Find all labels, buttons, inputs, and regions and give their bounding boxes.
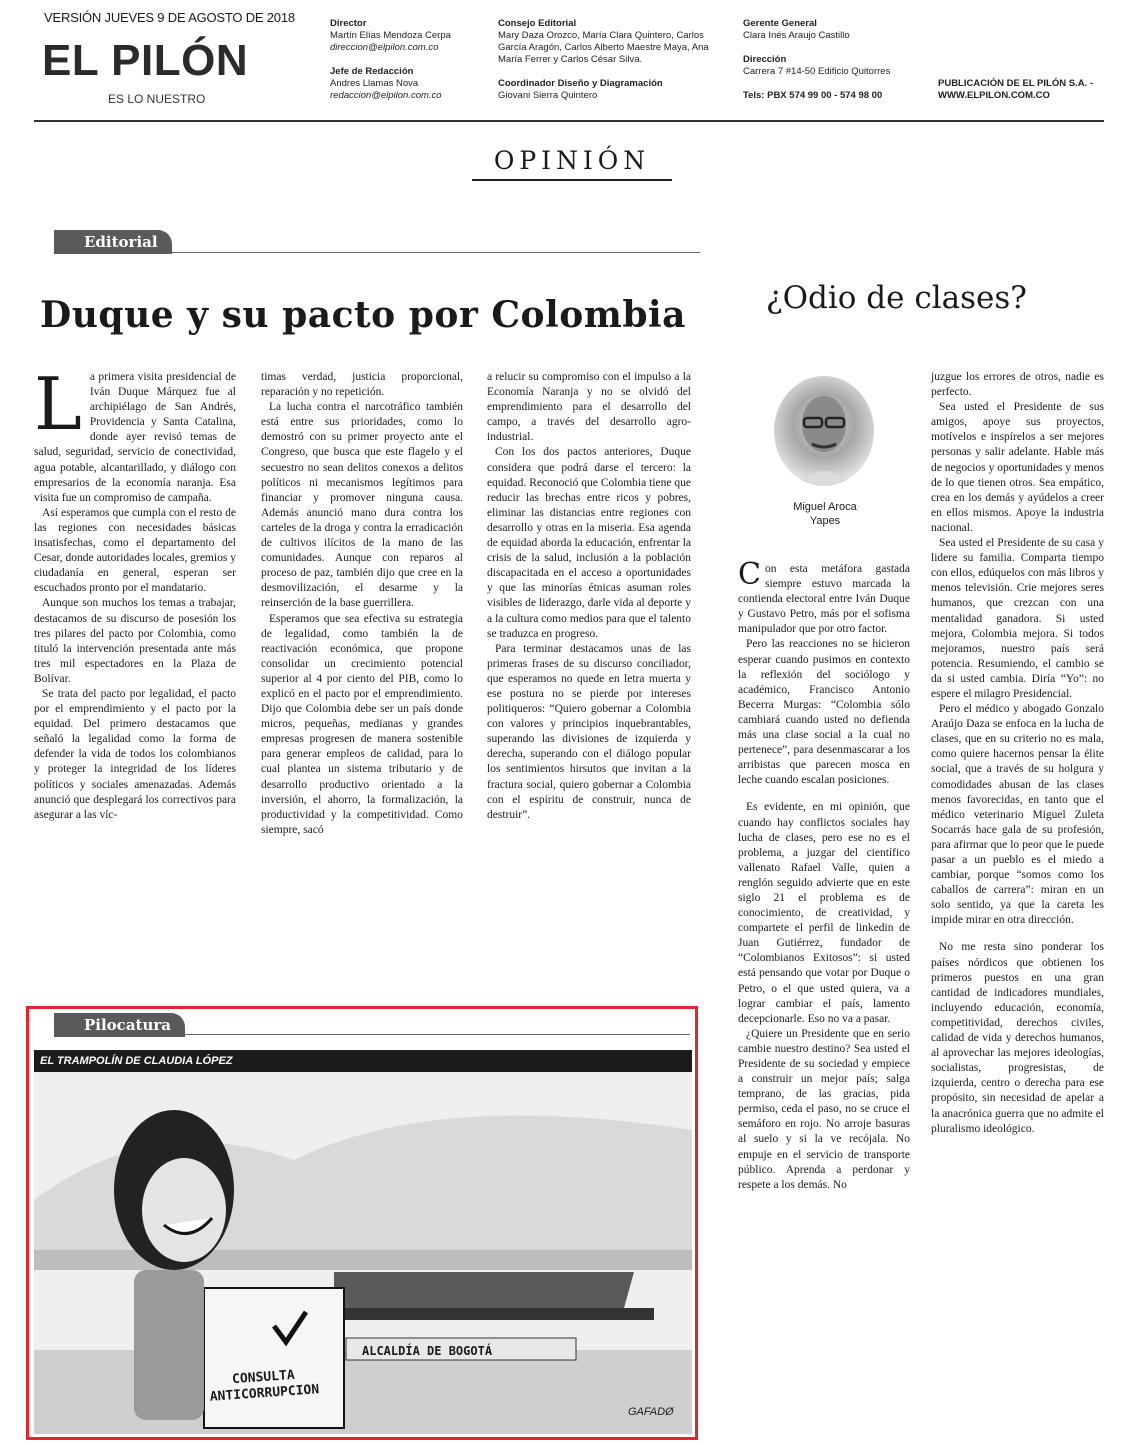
masthead-coordinador <box>498 78 713 102</box>
paragraph: Sea usted el Presidente de su casa y lidere su familia. Comparta tiempo con ellos, edúquelos con más libros y menos televisión. Crie mejores seres humanos, que crezcan con una mentalidad ganadora. Si usted mejora, Colombia mejora. Si todos mejoramos, nuestro país será potencia. Resumiendo, el cambio se da si usted cambia. Diría “Yo”: no espere el milagro Presidencial. <box>931 537 1104 700</box>
jefe-name: Andres Llamas Nova <box>330 78 419 89</box>
author-name <box>760 500 890 528</box>
masthead-gerente <box>743 18 923 42</box>
masthead-direccion <box>743 54 933 78</box>
paragraph: Para terminar destacamos unas de las primeras frases de su discurso conciliador, que esperamos no quede en letra muerta y ese postura no se pierde por intereses politiqueros: “Quiero gobernar a Colombia con valores y principios inquebrantables, superando las divisiones de izquierda y derecha, superando con el diálogo popular los sentimientos hirsutos que invitan a la fractura social, quiero gobernar a Colombia con el espíritu de construir, nunca de destruir”. <box>487 642 691 821</box>
column-text-2 <box>931 370 1104 1137</box>
newspaper-logo[interactable]: EL PILÓN <box>42 36 249 85</box>
consejo-label: Consejo Editorial <box>498 18 577 29</box>
paragraph: Pero las reacciones no se hicieron esperar cuando pusimos en contexto la reflexión del sociólogo y académico, Francisco Antonio Becerra Murgas: “Colombia sólo cambiará cuando usted no defienda más una clase social a la cual no pertenece”, para desenmascarar a los arribistas que parecen mosca en leche cuando escalan posiciones. <box>738 638 910 787</box>
director-email[interactable]: direccion@elpilon.com.co <box>330 42 439 53</box>
cartoon-title: EL TRAMPOLÍN DE CLAUDIA LÓPEZ <box>40 1055 233 1067</box>
column-headline: ¿Odio de clases? <box>766 280 1027 316</box>
paragraph: Se trata del pacto por legalidad, el pacto por el emprendimiento y el pacto por la equidad. Del primero destacamos que señaló la legalidad como la forma de defender la vida de todos los colombianos y proteger la integridad de los líderes políticos y sociales amenazadas. Además anunció que desplegará los correctivos para asegurar a las víc- <box>34 687 236 821</box>
jefe-email[interactable]: redaccion@elpilon.com.co <box>330 90 442 101</box>
direccion-value: Carrera 7 #14-50 Edificio Quitorres <box>743 66 891 77</box>
column-text-1 <box>738 557 910 1193</box>
consejo-names: Mary Daza Orozco, María Clara Quintero, Carlos García Aragón, Carlos Alberto Maestre Maya, Ana María Ferrer y Carlos César Silva. <box>498 30 709 65</box>
masthead-director <box>330 18 480 54</box>
jefe-label: Jefe de Redacción <box>330 66 414 77</box>
cartoon-plank-label: ALCALDÍA DE BOGOTÁ <box>362 1344 493 1358</box>
paragraph: a primera visita presidencial de Iván Duque Márquez fue al archipiélago de San Andrés, Providencia y Santa Catalina, donde ayer revisó temas de salud, seguridad, servicio de conectividad, agua potable, alcantarillado, y diálogo con empresarios de la economía naranja. Esa visita fue un compromiso de campaña. <box>34 371 236 504</box>
paragraph: Es evidente, en mi opinión, que cuando hay conflictos sociales hay lucha de clases, pero ese no es el problema, a juzgar del científico vallenato Rafael Valle, quien a renglón seguido advierte que en este siglo 21 el problema es de conocimiento, de creatividad, y compartete el perfil de linkedin de Juan Gutiérrez, fundador de “Colombianos Exitosos”: si usted está pensando que votar por Duque o Petro, o el que usted quiera, va a lograr cambiar el país, lamento decepcionarle. Eso no va a pasar. <box>738 801 910 1025</box>
editorial-column-2 <box>261 370 463 838</box>
coord-label: Coordinador Diseño y Diagramación <box>498 78 663 89</box>
editorial-tab: Editorial <box>54 230 172 254</box>
author-last-name: Yapes <box>809 515 841 527</box>
coord-name: Giovani Sierra Quintero <box>498 90 598 101</box>
box-text-2: ANTICORRUPCION <box>209 1382 320 1405</box>
paragraph: ¿Quiere un Presidente que en serio cambie nuestro destino? Sea usted el Presidente de su sociedad y empiece a construir un mejor país; salga temprano, de las gracias, pida permiso, ceda el paso, no se cruce el semáforo en rojo. No arroje basuras al suelo y si la ve recójala. No empuje en el servicio de transporte público. Aprenda a perdonar y respete a los demás. No <box>738 1027 910 1191</box>
author-photo-icon <box>774 376 874 486</box>
cartoon-signature: GAFADØ <box>628 1406 674 1418</box>
paragraph: a relucir su compromiso con el impulso a la Economía Naranja y no se olvidó del emprendimiento para el desarrollo del campo, a través del desarrollo agro-industrial. <box>487 371 691 444</box>
author-avatar <box>774 376 874 486</box>
edition-date: VERSIÓN JUEVES 9 DE AGOSTO DE 2018 <box>44 10 295 25</box>
direccion-label: Dirección <box>743 54 787 65</box>
masthead-telefonos: Tels: PBX 574 99 00 - 574 98 00 <box>743 90 883 101</box>
gerente-name: Clara Inés Araujo Castillo <box>743 30 850 41</box>
paragraph: timas verdad, justicia proporcional, reparación y no repetición. <box>261 371 463 399</box>
paragraph: La lucha contra el narcotráfico también está entre sus prioridades, como lo demostró con su primer proyecto ante el Congreso, que busca que este flagelo y el secuestro no sean delitos conexos a delitos políticos ni mecanismos legítimos para financiar y promover ninguna causa. Además anunció mano dura contra los carteles de la droga y contra la erradicación de cultivos ilícitos de la mano de las comunidades. Aunque con reparos al proceso de paz, también dijo que cree en la desmovilización, el desarme y la reinserción de la base guerrillera. <box>261 401 463 610</box>
masthead-consejo <box>498 18 713 66</box>
editorial-headline: Duque y su pacto por Colombia <box>40 294 686 336</box>
cartoon-tab: Pilocatura <box>54 1013 185 1037</box>
paragraph: Así esperamos que cumpla con el resto de las regiones con necesidades básicas insatisfechas, como el departamento del Cesar, donde autoridades locales, gremios y ciudadanía en general, esperan ser escuchados pronto por el mandatario. <box>34 506 236 595</box>
drop-cap: L <box>34 362 82 446</box>
paragraph: Sea usted el Presidente de sus amigos, apoye sus proyectos, motívelos e inspírelos a ser mejores personas y salir adelante. Hable más de negocios y oportunidades y menos de lo que tienen otros. Sea empático, crea en los demás y ayúdelos a creer en ellos mismos. Apoye la industria nacional. <box>931 401 1104 534</box>
section-title: OPINIÓN <box>472 146 672 181</box>
paragraph: Esperamos que sea efectiva su estrategia de legalidad, como también la de reactivación económica, que propone consolidar un crecimiento potencial superior al 4 por ciento del PIB, como lo explicó en el pacto por el emprendimiento. Dijo que Colombia debe ser un país donde micros, pequeñas, medianas y grandes empresas progresen de manera sostenible para generar empleos de calidad, para lo cual plantea un sistema tributario y de desarrollo productivo orientado a la inversión, el ahorro, la formalización, la productividad y la competitividad. Como siempre, sacó <box>261 612 463 836</box>
editorial-column-3 <box>487 370 691 823</box>
editorial-column-1 <box>34 362 236 823</box>
newspaper-tagline: ES LO NUESTRO <box>108 92 206 106</box>
author-first-name: Miguel Aroca <box>793 501 857 513</box>
masthead-rule <box>34 120 1104 122</box>
masthead-publicacion[interactable]: PUBLICACIÓN DE EL PILÓN S.A. - WWW.ELPILON.COM.CO <box>938 78 1094 101</box>
masthead-jefe <box>330 66 480 102</box>
cartoon-image[interactable] <box>34 1050 692 1434</box>
paragraph: on esta metáfora gastada siempre estuvo marcada la contienda electoral entre Iván Duque y Gustavo Petro, más por el sofisma manipulador que por otro factor. <box>738 563 910 636</box>
box-text-1: CONSULTA <box>231 1367 296 1388</box>
director-name: Martín Elías Mendoza Cerpa <box>330 30 451 41</box>
paragraph: Con los dos pactos anteriores, Duque considera que podrá darse el tercero: la equidad. Reconoció que Colombia tiene que reducir las brechas entre ricos y pobres, eliminar las distancias entre regiones con desarrollo y otras en la miseria. Esa agenda de equidad aborda la educación, enfrentar la crisis de la salud, inclusión a la población discapacitada en el acceso a oportunidades y que las minorías étnicas asuman roles visibles de liderazgo, darle vida al deporte y a la cultura como medios para que el talento se traduzca en progreso. <box>487 446 691 640</box>
director-label: Director <box>330 18 367 29</box>
cartoon-drawing <box>34 1050 692 1434</box>
gerente-label: Gerente General <box>743 18 817 29</box>
paragraph: Pero el médico y abogado Gonzalo Araújo Daza se enfoca en la lucha de clases, que en su criterio no es mala, como quiere hacernos pensar la élite social, que a través de su holgura y comodidades abusan de las clases menos favorecidas, en tanto que el médico veterinario Miguel Zuleta Socarrás hace gala de su profesión, para afirmar que lo peor que le puede pasar a un pueblo es el miedo a cambiar, porque “somos como los caballos de carrera”: miran en un solo sentido, ya que la careta les impide mirar en otra dirección. <box>931 703 1104 927</box>
paragraph: No me resta sino ponderar los países nórdicos que obtienen los primeros puestos en una gran cantidad de indicadores mundiales, incluyendo educación, economía, competitividad, derechos civiles, calidad de vida y derechos humanos, al aprovechar las mejores ideologías, socialistas, progresistas, de izquierda, centro o derecha para ese propósito, sin necesidad de apelar a la anacrónica guerra que no admite el pluralismo ideológico. <box>931 941 1104 1135</box>
drop-cap: C <box>738 557 761 592</box>
paragraph: juzgue los errores de otros, nadie es perfecto. <box>931 371 1104 399</box>
cartoon-title-bar <box>34 1050 692 1072</box>
paragraph: Aunque son muchos los temas a trabajar, destacamos de su discurso de posesión los tres pilares del pacto por Colombia, como tituló la intervención presentada ante más tres mil espectadores en la Plaza de Bolívar. <box>34 597 236 685</box>
